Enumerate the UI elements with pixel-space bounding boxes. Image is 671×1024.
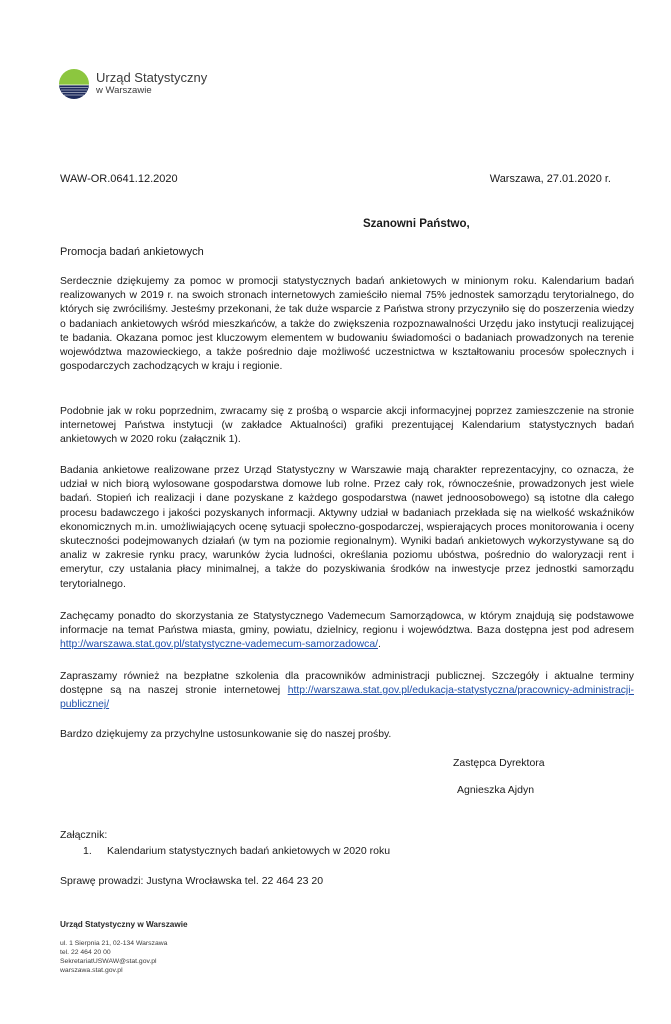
salutation: Szanowni Państwo, bbox=[363, 218, 470, 230]
footer-email: SekretariatUSWAW@stat.gov.pl bbox=[60, 958, 157, 965]
paragraph-text bbox=[60, 610, 634, 653]
signature-name: Agnieszka Ajdyn bbox=[457, 784, 535, 796]
paragraph-4 bbox=[60, 610, 634, 653]
paragraph-text: Bardzo dziękujemy za przychylne ustosunkowanie się do naszej prośby. bbox=[60, 729, 392, 740]
reference-number: WAW-OR.0641.12.2020 bbox=[60, 173, 178, 185]
handled-by: Sprawę prowadzi: Justyna Wrocławska tel. 22 464 23 20 bbox=[60, 875, 324, 887]
paragraph-text-part: Zachęcamy ponadto do skorzystania ze Statystycznego Vademecum Samorządowca, w którym znajdują się podstawowe informacje na temat Państwa miasta, gminy, powiatu, dzielnicy, regionu i województwa. Baza dostępna jest pod adresem bbox=[60, 611, 634, 637]
footer bbox=[60, 920, 188, 975]
paragraph-text-part: Zapraszamy również na bezpłatne szkolenia dla pracowników administracji publicznej. Szczegóły i aktualne terminy dostępne są na naszej stronie internetowej bbox=[60, 671, 634, 697]
footer-org-name: Urząd Statystyczny w Warszawie bbox=[60, 920, 188, 929]
paragraph-3 bbox=[60, 464, 634, 592]
subject-line: Promocja badań ankietowych bbox=[60, 246, 204, 258]
footer-phone: tel. 22 464 20 00 bbox=[60, 949, 111, 956]
attachment-label: Załącznik: bbox=[60, 829, 108, 841]
paragraph-6 bbox=[60, 728, 634, 742]
letterhead-logo bbox=[58, 64, 207, 104]
org-name: Urząd Statystyczny bbox=[96, 70, 208, 86]
attachment-number: 1. bbox=[83, 845, 92, 857]
attachment-title: Kalendarium statystycznych badań ankietowych w 2020 roku bbox=[107, 845, 391, 857]
paragraph-text: Serdecznie dziękujemy za pomoc w promocji statystycznych badań ankietowych w minionym roku. Kalendarium badań realizowanych w 2019 r. na swoich stronach internetowych zamieściło niemal 75% jednostek samorządu terytorialnego, do których się zwróciliśmy. Jesteśmy przekonani, że tak duże wsparcie z Państwa strony przyczyniło się do poszerzenia wiedzy o badaniach ankietowych wśród mieszkańców, a także do zwiększenia rozpoznawalności Urzędu jako instytucji realizującej te badania. Okazana pomoc jest kluczowym elementem w budowaniu świadomości o badaniach prowadzonych na terenie województwa mazowieckiego, a także pośrednio daje możliwość uczestnictwa w kształtowaniu procesów społecznych i gospodarczych zachodzących w kraju i regionie. bbox=[60, 276, 634, 373]
attachment-item bbox=[83, 845, 390, 857]
footer-contact bbox=[60, 939, 188, 975]
vademecum-link[interactable]: http://warszawa.stat.gov.pl/statystyczne-vademecum-samorzadowca/ bbox=[60, 639, 378, 651]
paragraph-text bbox=[60, 670, 634, 713]
paragraph-1 bbox=[60, 275, 634, 374]
reference-line bbox=[60, 173, 611, 185]
footer-address: ul. 1 Sierpnia 21, 02-134 Warszawa bbox=[60, 940, 168, 947]
paragraph-2 bbox=[60, 405, 634, 448]
signature-title: Zastępca Dyrektora bbox=[453, 757, 545, 769]
paragraph-text: Badania ankietowe realizowane przez Urząd Statystyczny w Warszawie mają charakter reprezentacyjny, co oznacza, że udział w nich biorą wylosowane gospodarstwa domowe lub rolne. Przez cały rok, równocześnie, prowadzonych jest wiele badań. Stopień ich realizacji i dane pozyskane z każdego gospodarstwa (nawet jednoosobowego) są istotne dla całego procesu badawczego i jakości pozyskanych informacji. Aktywny udział w badaniach przekłada się na wielkość wskaźników ekonomicznych m.in. umożliwiających ocenę sytuacji społeczno-gospodarczej, wspierających proces monitorowania i oceny skuteczności podejmowanych działań (w tym na poziomie regionalnym). Wyniki badań ankietowych wykorzystywane są do analiz w zakresie rynku pracy, warunków życia ludności, określania poziomu ubóstwa, pośrednio do waloryzacji rent i emerytur, czy ustalania płacy minimalnej, a także do pozyskiwania środków na inwestycje przez jednostki samorządu terytorialnego. bbox=[60, 465, 634, 590]
gus-logo-icon bbox=[58, 64, 90, 104]
training-link[interactable]: http://warszawa.stat.gov.pl/edukacja-statystyczna/pracownicy-administracji-publicznej/ bbox=[60, 685, 634, 711]
footer-web: warszawa.stat.gov.pl bbox=[60, 967, 123, 974]
org-subname: w Warszawie bbox=[96, 85, 152, 97]
paragraph-text: Podobnie jak w roku poprzednim, zwracamy się z prośbą o wsparcie akcji informacyjnej poprzez zamieszczenie na stronie internetowej Państwa instytucji (w zakładce Aktualności) grafiki prezentującej Kalendarium statystycznych badań ankietowych w 2020 roku (załącznik 1). bbox=[60, 406, 634, 446]
paragraph-end: . bbox=[378, 639, 381, 651]
place-date: Warszawa, 27.01.2020 r. bbox=[489, 173, 611, 185]
paragraph-5 bbox=[60, 670, 634, 713]
